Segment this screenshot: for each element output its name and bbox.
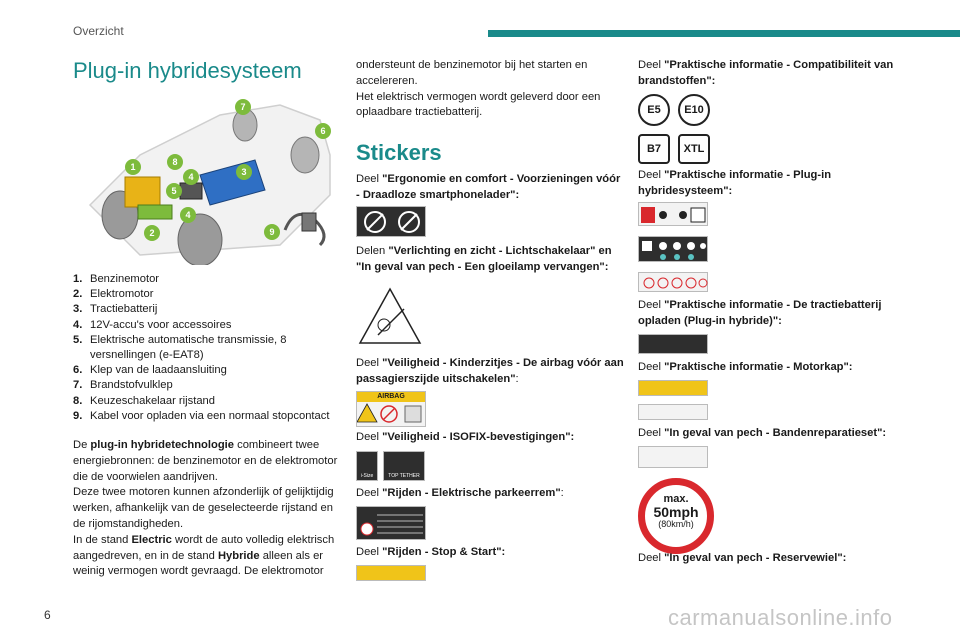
sticker-isize: i-Size bbox=[356, 451, 378, 481]
legend-list bbox=[73, 272, 343, 424]
speed-limit-sign: max. 50mph (80km/h) bbox=[638, 478, 714, 554]
sticker-hood-1 bbox=[638, 380, 708, 396]
sticker-ref-isofix: Deel "Veiligheid - ISOFIX-bevestigingen": bbox=[356, 431, 575, 443]
header-section-title: Overzicht bbox=[73, 24, 124, 38]
paragraph: Deze twee motoren kunnen afzonderlijk of gelijktijdig werken, afhankelijk van de geselecteerde rijstand en de rijomstandigheden. bbox=[73, 486, 334, 530]
figure-marker: 6 bbox=[320, 126, 326, 136]
figure-marker: 4 bbox=[185, 210, 191, 220]
sticker-ref-fuel: Deel "Praktische informatie - Compatibiliteit van brandstoffen": bbox=[638, 59, 894, 87]
legend-item: 6. Klep van de laadaansluiting bbox=[73, 364, 227, 377]
sticker-ref-smartphone: Deel "Ergonomie en comfort - Voorzieningen vóór - Draadloze smartphonelader": bbox=[356, 173, 621, 201]
sticker-smartphone-charger bbox=[356, 206, 426, 237]
figure-marker: 9 bbox=[269, 227, 275, 237]
paragraph: ondersteunt de benzinemotor bij het starten en accelereren. bbox=[356, 59, 588, 87]
paragraph: De plug-in hybridetechnologie combineert twee energiebronnen: de benzinemotor en de elektromotor die de voorwielen aandrijven. bbox=[73, 439, 338, 483]
sticker-ref-plugin-hybrid: Deel "Praktische informatie - Plug-in hybridesysteem": bbox=[638, 169, 832, 197]
sticker-hybrid-warning-2 bbox=[638, 236, 708, 262]
sticker-traction-battery bbox=[638, 334, 708, 354]
sticker-ref-lighting: Delen "Verlichting en zicht - Lichtschakelaar" en "In geval van pech - Een gloeilamp vervangen": bbox=[356, 245, 612, 273]
sticker-ref-parking-brake: Deel "Rijden - Elektrische parkeerrem": bbox=[356, 487, 564, 499]
fuel-label-b7: B7 bbox=[638, 134, 670, 164]
sticker-bulb-warning bbox=[358, 285, 422, 349]
sticker-stop-start bbox=[356, 565, 426, 581]
hybrid-system-figure bbox=[80, 95, 342, 265]
section-title-stickers: Stickers bbox=[356, 140, 442, 165]
sticker-ref-stop-start: Deel "Rijden - Stop & Start": bbox=[356, 546, 506, 558]
sticker-ref-spare-wheel: Deel "In geval van pech - Reservewiel": bbox=[638, 552, 847, 564]
continued-text bbox=[356, 58, 618, 121]
figure-marker: 5 bbox=[171, 186, 177, 196]
sticker-tyre-repair bbox=[638, 446, 708, 468]
sticker-airbag bbox=[356, 391, 426, 427]
airbag-label: AIRBAG bbox=[357, 392, 425, 402]
legend-item: 1. Benzinemotor bbox=[73, 273, 160, 285]
sticker-hybrid-warning-3 bbox=[638, 272, 708, 292]
intro-text bbox=[73, 438, 343, 580]
legend-item: 2. Elektromotor bbox=[73, 288, 154, 301]
legend-item: 9. Kabel voor opladen via een normaal stopcontact bbox=[73, 409, 330, 422]
figure-marker: 2 bbox=[149, 228, 155, 238]
fuel-label-xtl: XTL bbox=[678, 134, 710, 164]
sticker-ref-hood: Deel "Praktische informatie - Motorkap": bbox=[638, 361, 853, 373]
header-accent-bar bbox=[488, 30, 960, 37]
figure-marker: 3 bbox=[241, 167, 247, 177]
fuel-label-e5: E5 bbox=[638, 94, 670, 126]
sticker-hybrid-warning-1 bbox=[638, 202, 708, 226]
figure-marker: 4 bbox=[188, 172, 194, 182]
sticker-ref-airbag: Deel "Veiligheid - Kinderzitjes - De airbag vóór aan passagierszijde uitschakelen": bbox=[356, 357, 624, 385]
sticker-parking-brake bbox=[356, 506, 426, 540]
figure-marker: 7 bbox=[240, 102, 246, 112]
fuel-label-e10: E10 bbox=[678, 94, 710, 126]
sticker-ref-tyre-repair: Deel "In geval van pech - Bandenreparatieset": bbox=[638, 427, 887, 439]
legend-item: 7. Brandstofvulklep bbox=[73, 379, 173, 392]
sticker-top-tether: TOP TETHER bbox=[383, 451, 425, 481]
legend-item: 8. Keuzeschakelaar rijstand bbox=[73, 394, 215, 407]
paragraph: In de stand Electric wordt de auto volledig elektrisch aangedreven, en in de stand Hybride alleen als er weinig vermogen wordt gevraagd. De elektromotor bbox=[73, 533, 335, 578]
watermark: carmanualsonline.info bbox=[668, 605, 893, 630]
sticker-hood-2 bbox=[638, 404, 708, 420]
paragraph: Het elektrisch vermogen wordt geleverd door een oplaadbare tractiebatterij. bbox=[356, 90, 601, 119]
sticker-ref-traction-battery: Deel "Praktische informatie - De tractiebatterij opladen (Plug-in hybride)": bbox=[638, 299, 882, 327]
figure-marker: 1 bbox=[130, 162, 136, 172]
legend-item: 5. Elektrische automatische transmissie, 8 versnellingen (e-EAT8) bbox=[73, 333, 287, 362]
legend-item: 4. 12V-accu's voor accessoires bbox=[73, 318, 232, 331]
page-number: 6 bbox=[44, 608, 51, 622]
figure-marker: 8 bbox=[172, 157, 178, 167]
legend-item: 3. Tractiebatterij bbox=[73, 303, 158, 316]
page-title: Plug-in hybridesysteem bbox=[73, 58, 302, 83]
